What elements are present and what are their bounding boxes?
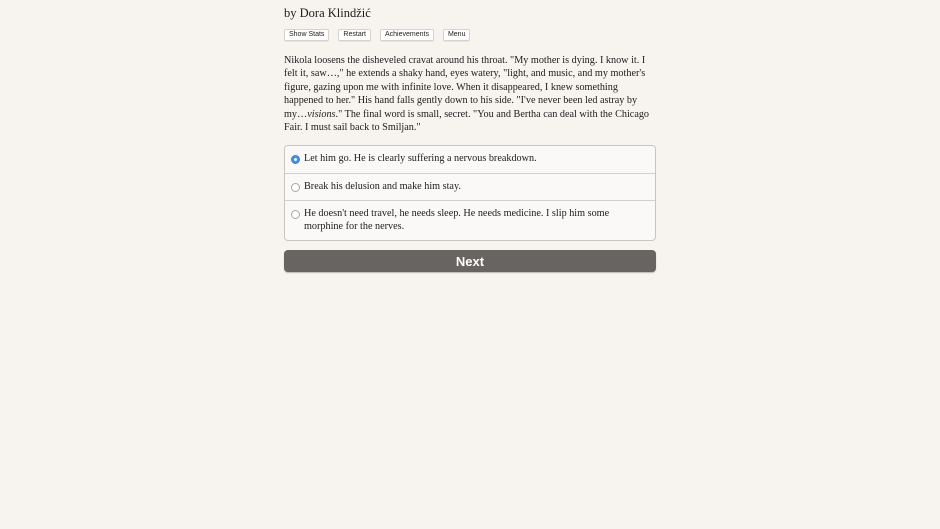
choice-label-1: Let him go. He is clearly suffering a nervous breakdown.: [304, 153, 537, 165]
story-part-2: ." The final word is small, secret. "You and Bertha can deal with the Chicago Fair. I must sail back to Smiljan.": [284, 108, 650, 134]
choice-label-2: Break his delusion and make him stay.: [304, 180, 461, 192]
choice-label-3: He doesn't need travel, he needs sleep. He needs medicine. I slip him some morphine for the nerves.: [304, 207, 610, 233]
story-part-1: Nikola loosens the disheveled cravat around his throat. "My mother is dying. I know it. I felt it, saw…," he extends a shaky hand, eyes watery, "light, and music, and my mother's figure, gazing upon me with infinite love. When it disappeared, I knew something happened to her." His hand falls gently down to his side. "I've never been led astray by my…: [284, 55, 646, 120]
radio-button-2[interactable]: [291, 183, 300, 192]
restart-button[interactable]: Restart: [338, 29, 371, 41]
radio-button-3[interactable]: [291, 210, 300, 219]
choice-option-1[interactable]: [285, 146, 655, 172]
game-page: [284, 0, 656, 272]
menu-button[interactable]: Menu: [443, 29, 471, 41]
choice-list: [284, 145, 656, 241]
radio-button-1[interactable]: [291, 155, 300, 164]
story-emphasis: visions: [307, 108, 336, 120]
next-button[interactable]: Next: [284, 250, 656, 272]
achievements-button[interactable]: Achievements: [380, 29, 434, 41]
story-text: [284, 54, 656, 134]
show-stats-button[interactable]: Show Stats: [284, 29, 329, 41]
choice-option-3[interactable]: [285, 200, 655, 240]
author-line: by Dora Klindžić: [284, 6, 371, 20]
choice-option-2[interactable]: [285, 173, 655, 200]
toolbar: [284, 29, 656, 41]
